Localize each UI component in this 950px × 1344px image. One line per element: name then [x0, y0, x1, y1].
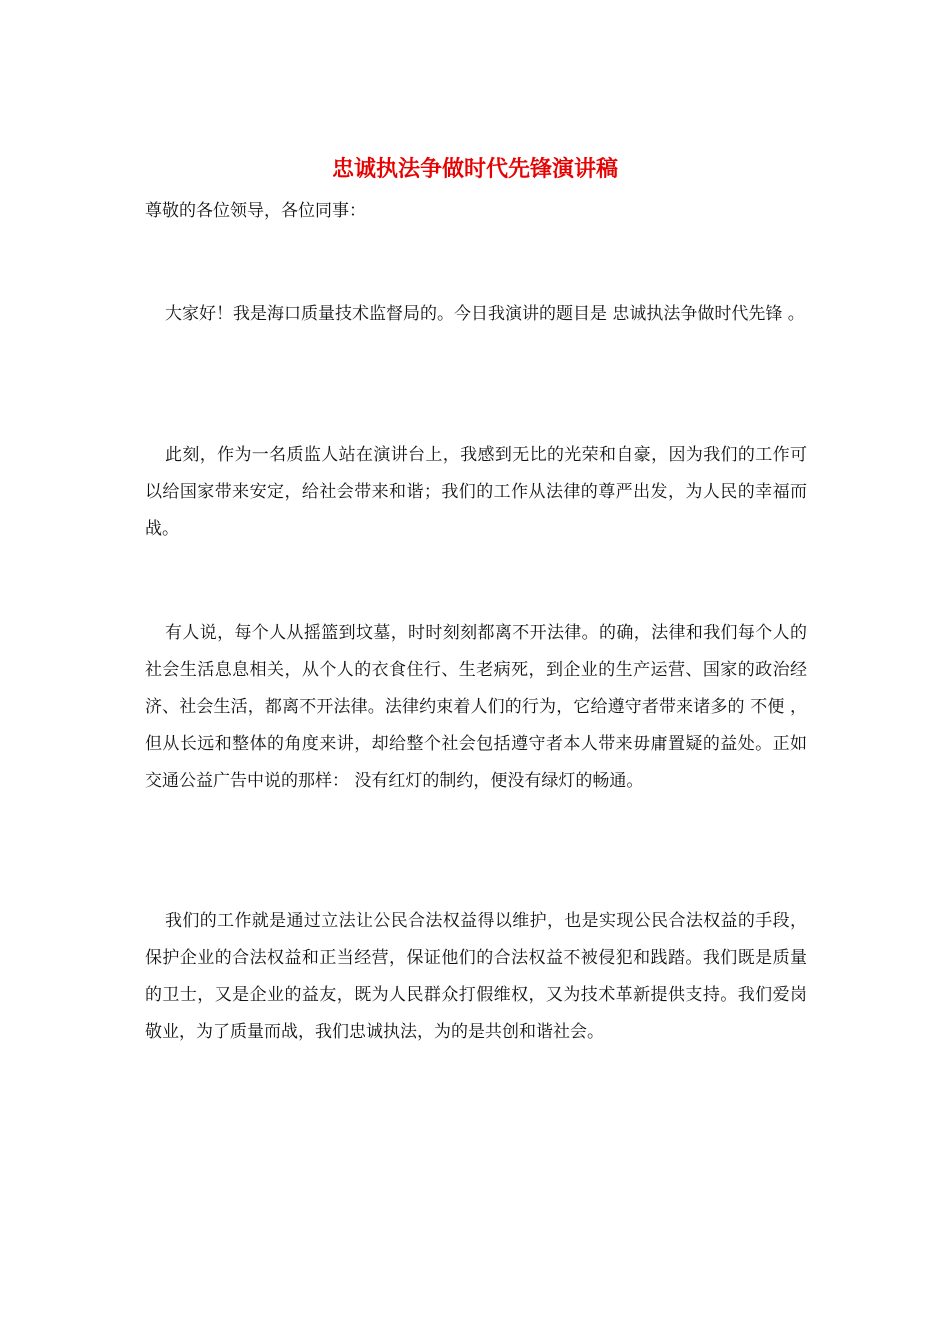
document-title: 忠诚执法争做时代先锋演讲稿 [331, 156, 618, 182]
salutation: 尊敬的各位领导，各位同事： [145, 201, 366, 221]
paragraph-2: 此刻，作为一名质监人站在演讲台上，我感到无比的光荣和自豪，因为我们的工作可以给国家带来安定，给社会带来和谐；我们的工作从法律的尊严出发，为人民的幸福而战。 [145, 445, 807, 539]
paragraph-1: 大家好！我是海口质量技术监督局的。今日我演讲的题目是 忠诚执法争做时代先锋 。 [165, 304, 805, 324]
paragraph-3: 有人说，每个人从摇篮到坟墓，时时刻刻都离不开法律。的确，法律和我们每个人的社会生活息息相关，从个人的衣食住行、生老病死，到企业的生产运营、国家的政治经济、社会生活，都离不开法律。法律约束着人们的行为，它给遵守者带来诸多的 不便 ，但从长远和整体的角度来讲，却给整个社会包括遵守者本人带来毋庸置疑的益处。正如交通公益广告中说的那样： 没有红灯的制约，便没有绿灯的畅通。 [145, 623, 807, 791]
paragraph-4: 我们的工作就是通过立法让公民合法权益得以维护，也是实现公民合法权益的手段，保护企业的合法权益和正当经营，保证他们的合法权益不被侵犯和践踏。我们既是质量的卫士，又是企业的益友，既为人民群众打假维权，又为技术革新提供支持。我们爱岗敬业，为了质量而战，我们忠诚执法，为的是共创和谐社会。 [145, 911, 807, 1042]
